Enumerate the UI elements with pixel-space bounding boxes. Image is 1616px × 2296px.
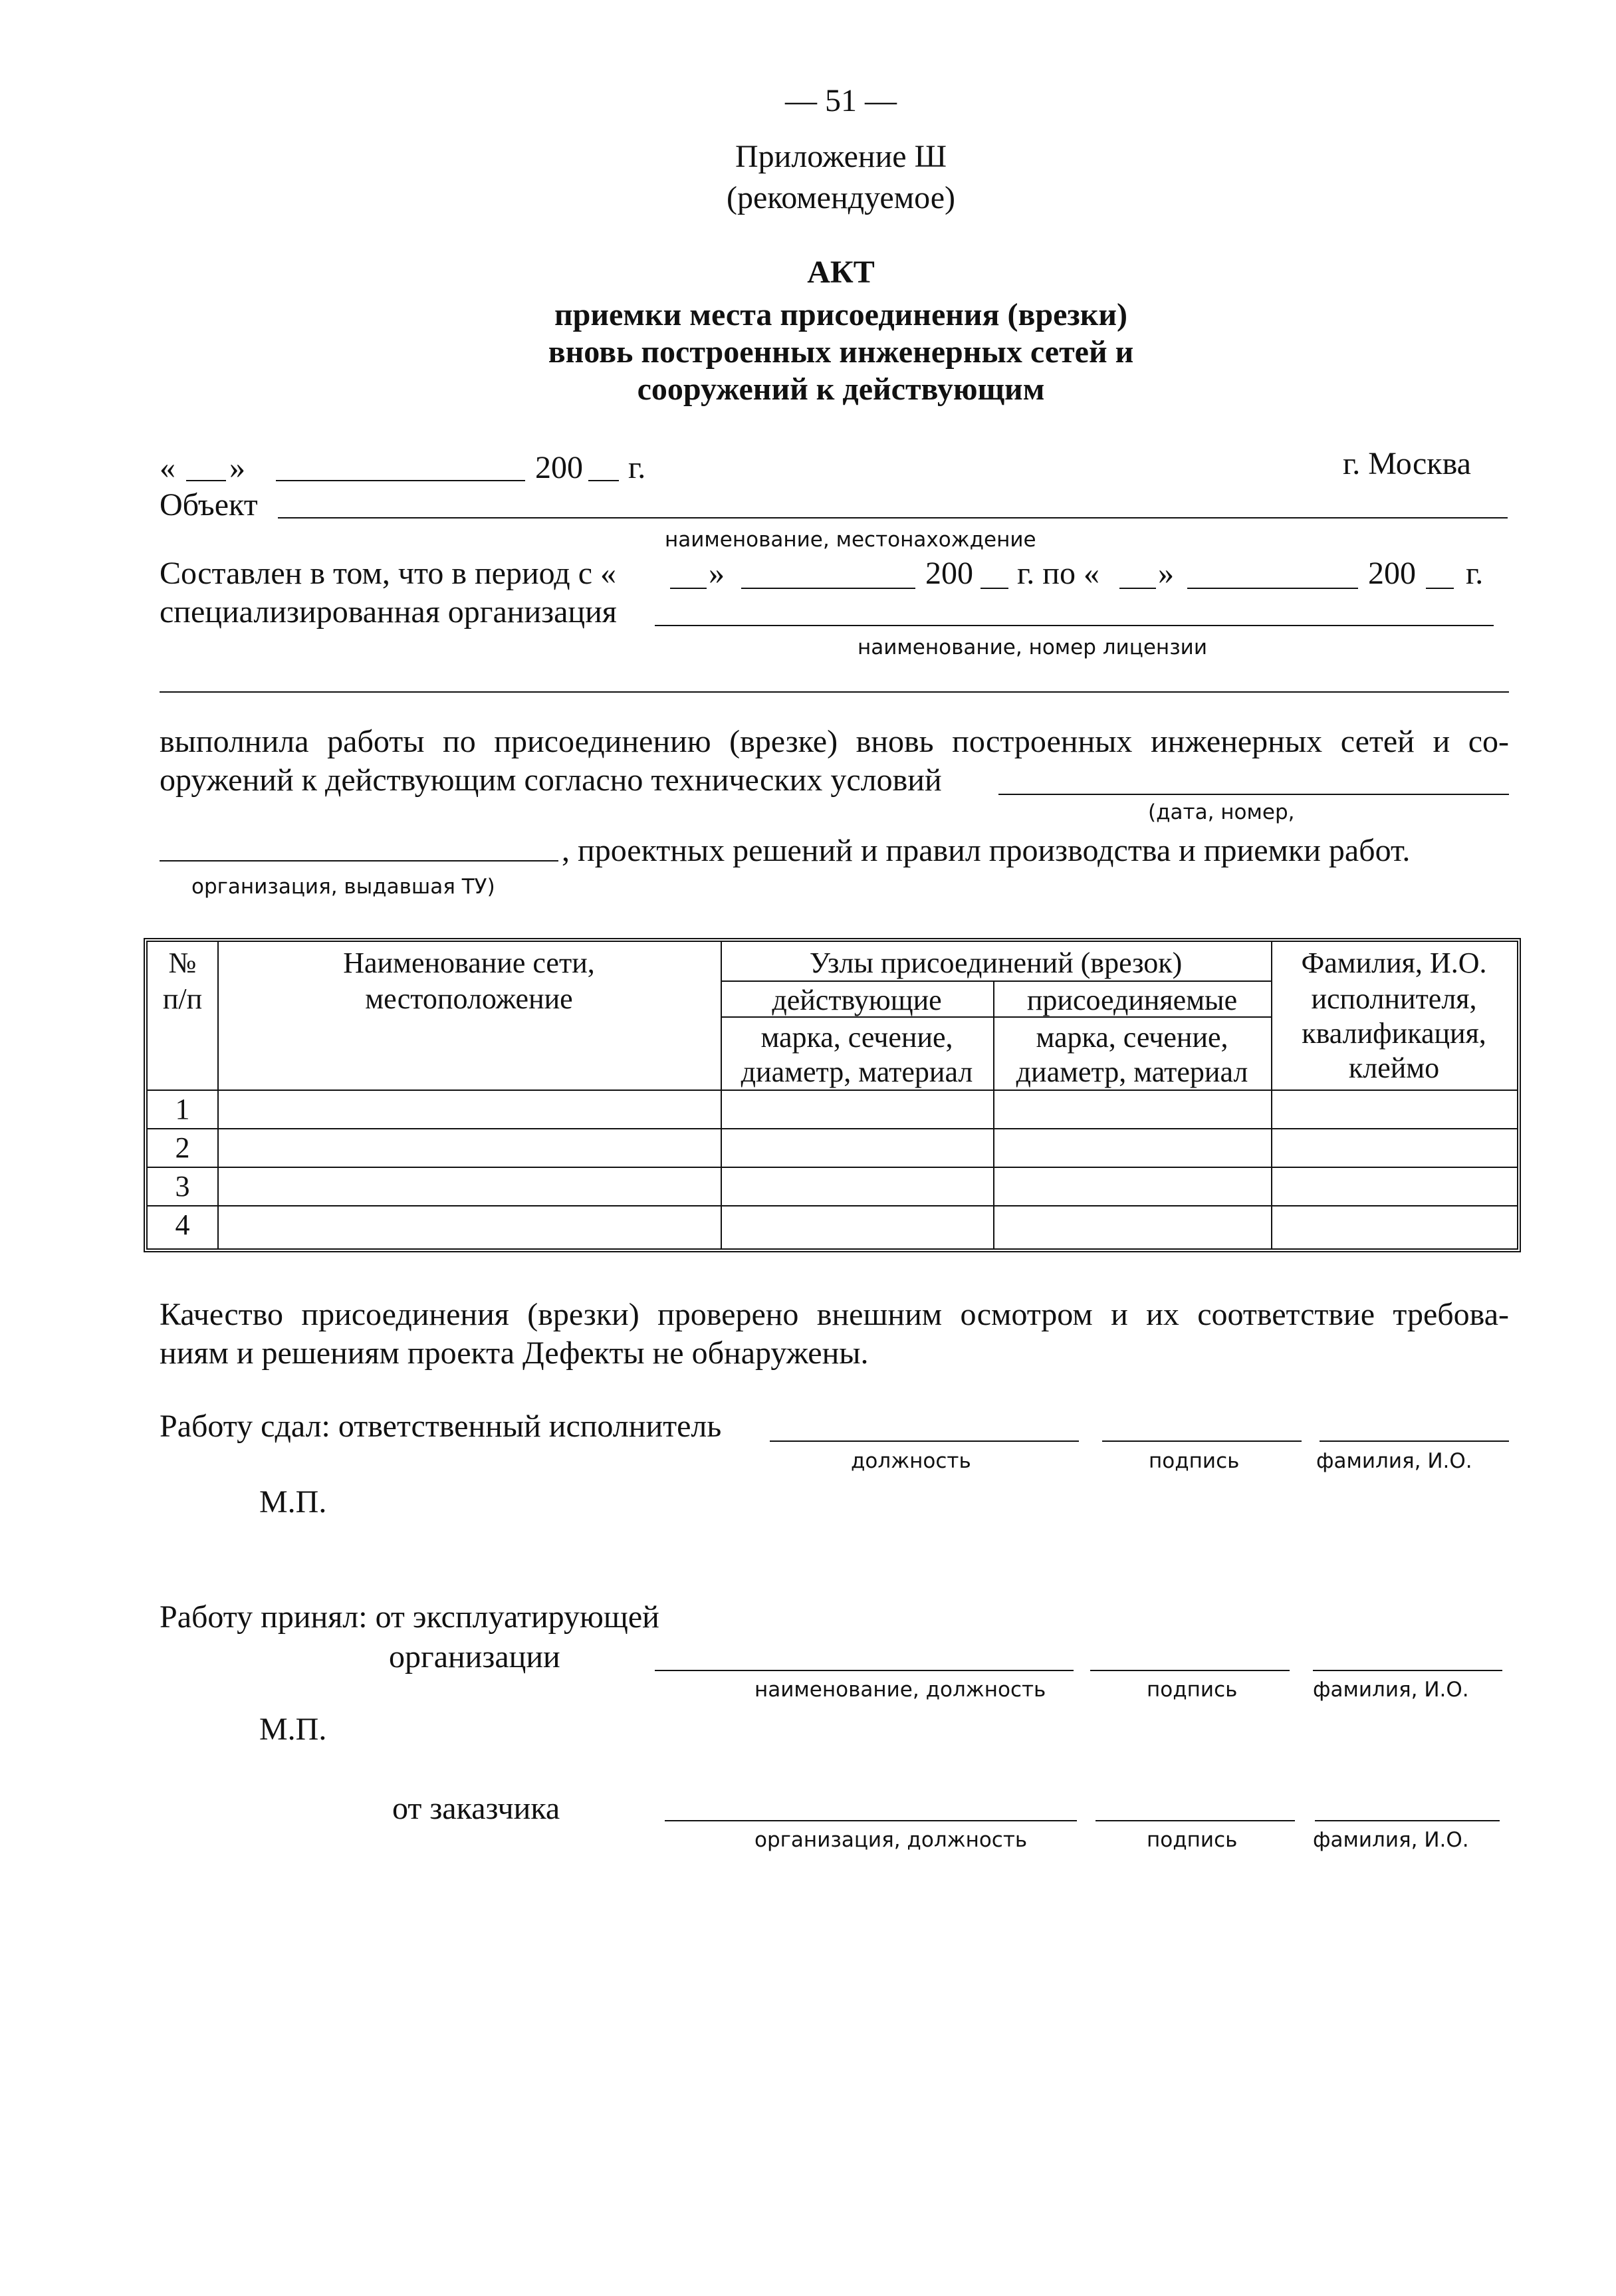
month-field[interactable] <box>276 480 525 481</box>
connections-table <box>144 938 1521 1252</box>
document-title-line3: вновь построенных инженерных сетей и <box>548 334 1134 370</box>
header-fio-3: квалификация, <box>1302 1017 1486 1050</box>
date-year-suffix: г. <box>628 450 646 485</box>
customer-caption-name: фамилия, И.О. <box>1313 1828 1469 1852</box>
composed-quote: » <box>709 556 725 591</box>
handed-label: Работу сдал: ответственный исполнитель <box>160 1409 722 1444</box>
customer-caption-position: организация, должность <box>754 1828 1028 1852</box>
accepted-signature-field[interactable] <box>1090 1670 1290 1671</box>
header-fio-2: исполнителя, <box>1311 982 1477 1015</box>
header-existing: действующие <box>772 984 942 1016</box>
composed-g: г. <box>1466 556 1484 591</box>
accepted-stamp-place: М.П. <box>259 1712 327 1747</box>
table-row-num: 4 <box>175 1208 190 1241</box>
customer-position-field[interactable] <box>665 1820 1077 1821</box>
table-divider <box>148 1128 1517 1129</box>
tech-conditions-field[interactable] <box>998 794 1509 795</box>
customer-caption-signature: подпись <box>1147 1828 1238 1852</box>
period-from-day-field[interactable] <box>670 588 707 589</box>
accepted-name-field[interactable] <box>1313 1670 1502 1671</box>
object-caption: наименование, местонахождение <box>665 528 1036 552</box>
header-spec-existing-2: диаметр, материал <box>741 1056 973 1088</box>
quality-line1: Качество присоединения (врезки) проверено внешним осмотром и их соответствие требова- <box>160 1297 1509 1332</box>
header-spec-existing: марка, сечение, <box>760 1021 953 1054</box>
header-attached: присоединяемые <box>1026 984 1238 1016</box>
header-spec-attached: марка, сечение, <box>1036 1021 1228 1054</box>
org-label: специализированная организация <box>160 594 617 630</box>
works-line1: выполнила работы по присоединению (врезке) вновь построенных инженерных сетей и со- <box>160 724 1509 759</box>
works-caption2: организация, выдавшая ТУ) <box>191 875 495 899</box>
period-from-year-field[interactable] <box>981 588 1008 589</box>
table-row-num: 3 <box>175 1170 190 1203</box>
accepted-label: Работу принял: от эксплуатирующей <box>160 1599 659 1635</box>
composed-text: Составлен в том, что в период с « <box>160 556 616 591</box>
accepted-caption-signature: подпись <box>1147 1678 1238 1702</box>
appendix-subtitle: (рекомендуемое) <box>727 180 955 215</box>
org-field-line2[interactable] <box>160 691 1509 693</box>
page-number: — 51 — <box>785 83 897 118</box>
date-quote-open: « <box>160 450 175 485</box>
org-field[interactable] <box>655 625 1494 626</box>
table-row-num: 1 <box>175 1093 190 1125</box>
accepted-caption-name: фамилия, И.О. <box>1313 1678 1469 1702</box>
document-title-line4: сооружений к действующим <box>637 372 1045 407</box>
header-spec-attached-2: диаметр, материал <box>1016 1056 1248 1088</box>
table-divider <box>148 1167 1517 1168</box>
header-num-2: п/п <box>162 982 203 1015</box>
day-field[interactable] <box>186 480 226 481</box>
header-nodes: Узлы присоединений (врезок) <box>809 947 1183 979</box>
accepted-position-field[interactable] <box>655 1670 1074 1671</box>
quality-line2: ниям и решениям проекта Дефекты не обнаружены. <box>160 1335 869 1371</box>
handed-caption-signature: подпись <box>1149 1449 1240 1473</box>
appendix-title: Приложение Ш <box>735 139 947 174</box>
works-line2: оружений к действующим согласно технических условий <box>160 762 942 798</box>
handed-name-field[interactable] <box>1320 1440 1509 1442</box>
header-name: Наименование сети, <box>343 947 595 979</box>
composed-g-po: г. по « <box>1017 556 1099 591</box>
object-field[interactable] <box>278 517 1508 518</box>
accepted-caption-position: наименование, должность <box>754 1678 1046 1702</box>
table-divider <box>148 1090 1517 1091</box>
object-label: Объект <box>160 487 258 522</box>
works-line3: , проектных решений и правил производства и приемки работ. <box>562 833 1411 868</box>
period-from-month-field[interactable] <box>741 588 915 589</box>
works-caption1: (дата, номер, <box>1148 800 1295 824</box>
header-fio-4: клеймо <box>1348 1052 1440 1084</box>
document-title-line2: приемки места присоединения (врезки) <box>554 297 1128 332</box>
handed-position-field[interactable] <box>770 1440 1079 1442</box>
year-field[interactable] <box>588 480 619 481</box>
city: г. Москва <box>1343 446 1471 481</box>
composed-year1: 200 <box>925 556 973 591</box>
date-year: 200 <box>535 450 583 485</box>
tech-conditions-field-line2[interactable] <box>160 860 558 861</box>
composed-quote2: » <box>1158 556 1174 591</box>
handed-signature-field[interactable] <box>1102 1440 1302 1442</box>
handed-caption-position: должность <box>851 1449 971 1473</box>
period-to-year-field[interactable] <box>1426 588 1454 589</box>
table-divider <box>148 1205 1517 1206</box>
header-name-2: местоположение <box>365 982 573 1015</box>
period-to-day-field[interactable] <box>1119 588 1156 589</box>
document-title: АКТ <box>807 255 875 290</box>
handed-stamp-place: М.П. <box>259 1484 327 1520</box>
customer-label: от заказчика <box>392 1791 560 1826</box>
table-row-num: 2 <box>175 1131 190 1164</box>
customer-name-field[interactable] <box>1315 1820 1500 1821</box>
handed-caption-name: фамилия, И.О. <box>1316 1449 1472 1473</box>
composed-year2: 200 <box>1368 556 1416 591</box>
period-to-month-field[interactable] <box>1187 588 1358 589</box>
table-divider <box>721 980 1271 982</box>
header-num: № <box>168 947 197 979</box>
customer-signature-field[interactable] <box>1096 1820 1295 1821</box>
org-caption: наименование, номер лицензии <box>858 635 1207 659</box>
accepted-label-2: организации <box>389 1639 560 1674</box>
date-quote-close: » <box>229 450 245 485</box>
header-fio: Фамилия, И.О. <box>1301 947 1487 979</box>
